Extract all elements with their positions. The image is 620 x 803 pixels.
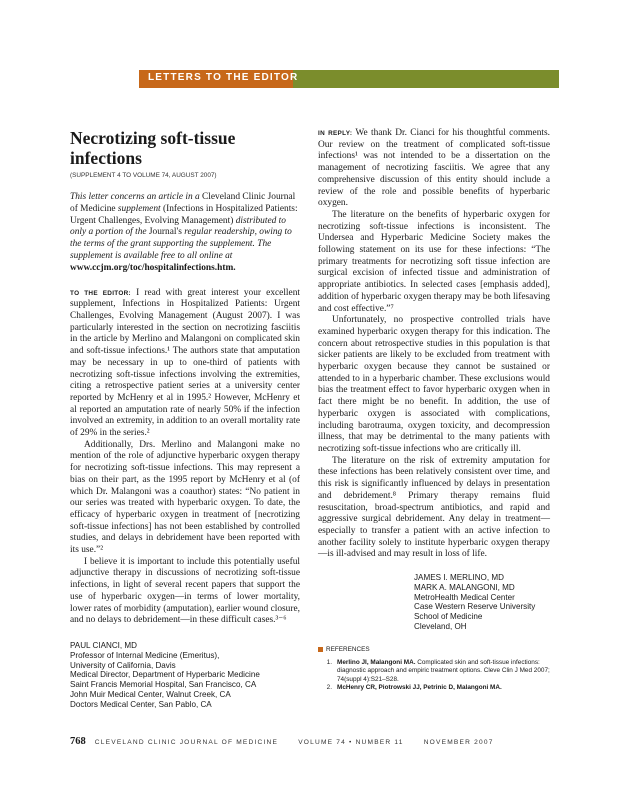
references-list bbox=[318, 659, 550, 693]
signature-name: JAMES I. MERLINO, MD bbox=[414, 573, 504, 583]
reply-paragraph-1 bbox=[318, 128, 550, 210]
letter-paragraph-1 bbox=[70, 288, 300, 440]
footer-date: NOVEMBER 2007 bbox=[423, 739, 494, 746]
signature-name: MARK A. MALANGONI, MD bbox=[414, 582, 515, 592]
square-bullet-icon bbox=[318, 647, 323, 652]
reference-text bbox=[337, 684, 550, 692]
reply-paragraph-4: The literature on the risk of extremity amputation for these infections has been relatively consistent over time, and this risk is significantly influenced by delays in presentation and debridement.⁸ Primary therapy remains fluid resuscitation, broad-spectrum antibiotics, and rapid and aggressive surgical debridement. Any delay in treatment—especially to transfer a patient with an active infection to another facility solely to institute hyperbaric oxygen therapy—is ill-advised and may result in loss of life. bbox=[318, 455, 550, 560]
page-number: 768 bbox=[70, 736, 86, 747]
intro-journal-short: Journal's bbox=[148, 227, 182, 238]
references-heading bbox=[318, 646, 550, 653]
reply-paragraph-3: Unfortunately, no prospective controlled trials have examined hyperbaric oxygen therapy for this indication. The concern about retrospective studies in this population is that sicker patients are likely to be excluded from treatment with hyperbaric oxygen because they cannot be sustained or attended to in a hyperbaric chamber. These exclusions would bias the treatment effect to favor hyperbaric oxygen when in fact there might be no benefit. In addition, the use of hyperbaric oxygen is associated with complications, including barotrauma, oxygen toxicity, and decompression illness, that may be detrimental to the many patients with necrotizing soft-tissue infections who are critically ill. bbox=[318, 315, 550, 454]
reference-number: 2. bbox=[326, 684, 332, 692]
signature-line: Cleveland, OH bbox=[414, 622, 467, 631]
reply-paragraph-2: The literature on the benefits of hyperbaric oxygen for necrotizing soft-tissue infections is inconsistent. The Undersea and Hyperbaric Medicine Society makes the following statement on its use for these infections: “The primary treatments for necrotizing soft tissue infection are surgical excision of infected tissue and administration of appropriate antibiotics. In selected cases [emphasis added], addition of hyperbaric oxygen therapy may be both lifesaving and cost effective.”⁷ bbox=[318, 209, 550, 314]
signature-merlino-malangoni bbox=[414, 573, 550, 632]
signature-line: Medical Director, Department of Hyperbaric Medicine bbox=[70, 670, 260, 680]
intro-text-g: regular readership, owing to the terms of the grant supporting the supplement. The supplement is available free to all online at bbox=[70, 227, 292, 261]
letter-lead: TO THE EDITOR: bbox=[70, 289, 131, 297]
right-column bbox=[318, 128, 550, 692]
reference-item bbox=[318, 684, 550, 692]
intro-text-a: This letter concerns an article in a bbox=[70, 192, 203, 202]
intro-text-e: distributed to only a portion of the bbox=[70, 215, 286, 238]
reference-text bbox=[337, 659, 550, 684]
reference-body: Complicated skin and soft-tissue infections: diagnostic approach and empiric treatment options. Cleve Clin J Med 2007; 74(suppl 4):S21–S28. bbox=[337, 658, 550, 683]
reference-authors: Merlino JI, Malangoni MA. bbox=[337, 658, 416, 666]
article-subtitle: (SUPPLEMENT 4 TO VOLUME 74, AUGUST 2007) bbox=[70, 172, 217, 179]
reply-p1-text: We thank Dr. Cianci for his thoughtful comments. Our review on the treatment of complicated soft-tissue infections¹ was not intended to be a dissertation on the management of necrotizing fasciitis. We agree that any comprehensive discussion of this entity should include a review of the role and possible benefits of hyperbaric oxygen. bbox=[318, 128, 550, 209]
intro-url-link[interactable]: www.ccjm.org/toc/hospitalinfections.htm. bbox=[70, 262, 236, 273]
letter-p1-text: I read with great interest your excellent supplement, Infections in Hospitalized Patients: Urgent Challenges, Evolving Management (August 2007). I was particularly interested in the section on necrotizing fasciitis in the article by Merlino and Malangoni on complicated skin and soft-tissue infections.¹ The authors state that amputation may be necessary in up to one-third of patients with necrotizing soft-tissue infections involving the extremities, citing a retrospective patient series at a university center reported by McHenry et al in 1995.² However, McHenry et al reported an amputation rate of nearly 50% if the infection involved an extremity, in addition to an overall mortality rate of 29% in the series.² bbox=[70, 287, 300, 439]
intro-journal: Cleveland Clinic Journal of Medicine bbox=[70, 192, 296, 214]
intro-text-c: supplement bbox=[115, 203, 163, 214]
reference-authors: McHenry CR, Piotrowski JJ, Petrinic D, Malangoni MA. bbox=[337, 684, 502, 692]
signature-name: PAUL CIANCI, MD bbox=[70, 640, 138, 650]
signature-line: MetroHealth Medical Center bbox=[414, 592, 515, 602]
article-title: Necrotizing soft-tissue infections bbox=[70, 128, 236, 168]
intro-note bbox=[70, 192, 300, 275]
signature-line: Professor of Internal Medicine (Emeritus), bbox=[70, 650, 220, 660]
footer-volume: VOLUME 74 • NUMBER 11 bbox=[298, 739, 404, 746]
footer-journal: CLEVELAND CLINIC JOURNAL OF MEDICINE bbox=[94, 739, 279, 746]
signature-cianci bbox=[70, 641, 300, 710]
signature-line: Doctors Medical Center, San Pablo, CA bbox=[70, 699, 212, 709]
reference-number: 1. bbox=[326, 658, 332, 666]
references-heading-text: REFERENCES bbox=[326, 645, 370, 653]
reference-item bbox=[318, 659, 550, 684]
signature-line: John Muir Medical Center, Walnut Creek, CA bbox=[70, 689, 231, 699]
signature-line: Saint Francis Memorial Hospital, San Francisco, CA bbox=[70, 680, 257, 690]
intro-supplement-title: (Infections in Hospitalized Patients: Urgent Challenges, Evolving Management) bbox=[70, 203, 298, 226]
page-footer bbox=[70, 736, 494, 747]
reply-lead: IN REPLY: bbox=[318, 130, 353, 137]
signature-line: School of Medicine bbox=[414, 612, 483, 622]
signature-line: Case Western Reserve University bbox=[414, 602, 536, 612]
left-column bbox=[70, 128, 300, 710]
letter-paragraph-3: I believe it is important to include this potentially useful adjunctive therapy in discussions of necrotizing soft-tissue infections, in light of several recent papers that support the use of hyperbaric oxygen—in terms of lower mortality, lower rates of morbidity (amputation), earlier wound closure, and no delays to debridement—in these difficult cases.³⁻⁶ bbox=[70, 556, 300, 626]
signature-line: University of California, Davis bbox=[70, 660, 176, 670]
section-label: LETTERS TO THE EDITOR bbox=[148, 72, 299, 83]
letter-paragraph-2: Additionally, Drs. Merlino and Malangoni make no mention of the role of adjunctive hyperbaric oxygen therapy for necrotizing soft-tissue infections. This may represent a bias on their part, as the 1995 report by McHenry et al (of which Dr. Malangoni was a coauthor) states: “No patient in our series was treated with hyperbaric oxygen. To date, the efficacy of hyperbaric oxygen in treatment of [necrotizing soft-tissue infections] has not been established by controlled studies, and delays in debridement have been reported with its use.”² bbox=[70, 439, 300, 556]
